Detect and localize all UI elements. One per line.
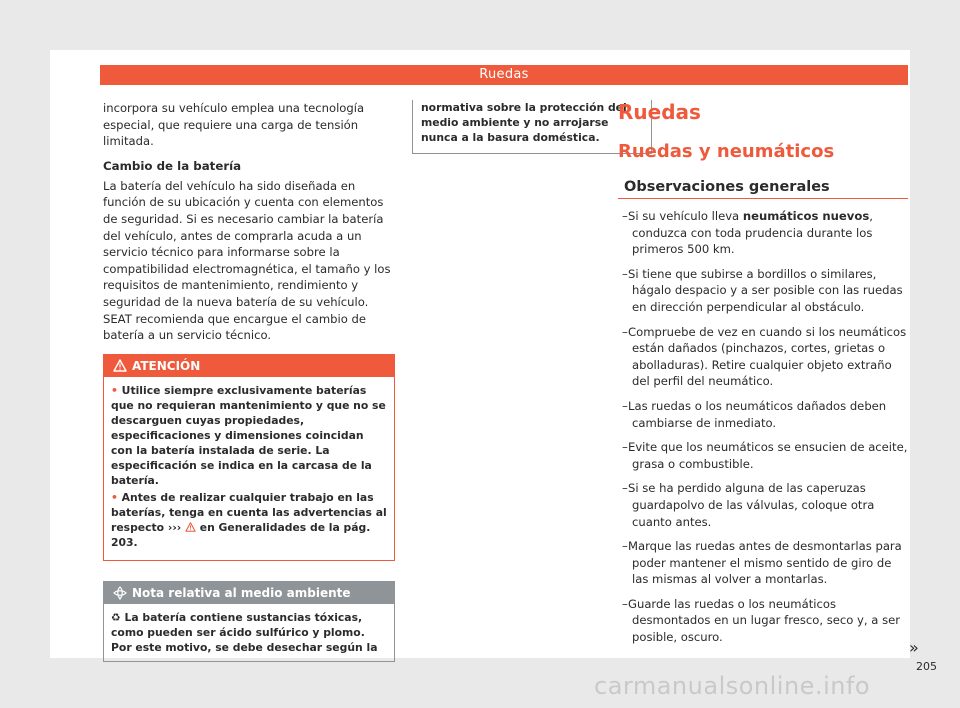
- reference-arrows: ›››: [167, 520, 182, 534]
- environment-note-header: [104, 582, 394, 604]
- dash-bullet: –: [622, 539, 628, 554]
- list-item: [618, 398, 908, 431]
- left-column: [103, 100, 393, 662]
- warning-triangle-icon: [113, 359, 127, 372]
- environment-note-text: La batería contiene sustancias tóxicas, como pueden ser ácido sulfúrico y plomo. Por este motivo, se debe desechar según la: [111, 610, 378, 654]
- chapter-title: Ruedas: [618, 100, 701, 124]
- dash-bullet: –: [622, 209, 628, 223]
- warning-header: [104, 355, 394, 377]
- list-item-text: Si tiene que subirse a bordillos o similares, hágalo despacio y a ser posible con las ruedas en dirección perpendicular al obstáculo.: [628, 266, 903, 314]
- environment-note-body: [104, 604, 394, 661]
- list-item-bold: neumáticos nuevos: [742, 209, 870, 223]
- page-header: Ruedas: [100, 65, 908, 85]
- section-title: Ruedas y neumáticos: [618, 141, 835, 162]
- dash-bullet: –: [622, 324, 628, 339]
- reference-link[interactable]: en Generalidades de la pág. 203.: [111, 520, 371, 549]
- warning-reference-icon: [185, 522, 196, 532]
- dash-bullet: –: [622, 266, 628, 281]
- warning-box: [103, 354, 395, 561]
- list-item-text: Si se ha perdido alguna de las caperuzas guardapolvo de las válvulas, coloque otra cuanto antes.: [628, 481, 875, 529]
- list-item-text: Marque las ruedas antes de desmontarlas para poder mantener el mismo sentido de giro de las mismas al volver a montarlas.: [628, 539, 902, 587]
- intro-paragraph: incorpora su vehículo emplea una tecnología especial, que requiere una carga de tensión limitada.: [103, 101, 365, 149]
- list-item: [618, 480, 908, 530]
- page-sheet: [50, 50, 937, 673]
- list-item-text: Si su vehículo lleva: [628, 209, 743, 223]
- list-item-text: Las ruedas o los neumáticos dañados deben cambiarse de inmediato.: [628, 398, 887, 430]
- list-item: [618, 439, 908, 472]
- battery-paragraph: La batería del vehículo ha sido diseñada en función de su ubicación y cuenta con elementos de seguridad. Si es necesario cambiar la batería del vehículo, antes de comprarla acuda a un servicio técnico para informarse sobre la compatibilidad electromagnética, el tamaño y los requisitos de mantenimiento, rendimiento y seguridad de la nueva batería de su vehículo. SEAT recomienda que encargue el cambio de batería a un servicio técnico.: [103, 178, 391, 343]
- page-number: 205: [916, 660, 937, 673]
- bullet-icon: •: [111, 383, 118, 397]
- general-notes-list: [618, 208, 908, 654]
- recycle-icon: ♻: [111, 610, 121, 624]
- warning-item: [111, 383, 387, 488]
- leaf-icon: [113, 586, 127, 600]
- list-item: [618, 324, 908, 390]
- warning-body: [104, 377, 394, 560]
- dash-bullet: –: [622, 596, 628, 611]
- dash-bullet: –: [622, 440, 628, 455]
- watermark: carmanualsonline.info: [594, 672, 871, 700]
- battery-heading: Cambio de la batería: [103, 158, 242, 173]
- subsection-rule: [618, 198, 908, 199]
- bullet-icon: •: [111, 490, 118, 504]
- list-item: [618, 266, 908, 316]
- list-item-text: Evite que los neumáticos se ensucien de aceite, grasa o combustible.: [628, 440, 908, 471]
- environment-note-continued: normativa sobre la protección del medio ambiente y no arrojarse nunca a la basura doméstica.: [412, 100, 652, 154]
- list-item-text: Compruebe de vez en cuando si los neumáticos están dañados (pinchazos, cortes, grietas o abolladuras). Retire cualquier objeto extraño del perfil del neumático.: [628, 324, 907, 389]
- middle-column: [412, 100, 650, 154]
- list-item: [618, 208, 908, 258]
- dash-bullet: –: [622, 481, 628, 496]
- list-item-text: Guarde las ruedas o los neumáticos desmontados en un lugar fresco, seco y, a ser posible, oscuro.: [628, 596, 901, 645]
- subsection-title: Observaciones generales: [624, 179, 830, 195]
- environment-note-title: Nota relativa al medio ambiente: [132, 585, 351, 600]
- right-column: [618, 50, 910, 658]
- dash-bullet: –: [622, 398, 628, 413]
- environment-note-box: [103, 581, 395, 662]
- warning-item: [111, 490, 387, 550]
- warning-title: ATENCIÓN: [132, 358, 201, 373]
- continued-marker: »: [909, 638, 919, 657]
- list-item-text: , conduzca con toda prudencia durante los primeros 500 km.: [632, 209, 873, 257]
- warning-item-text: Utilice siempre exclusivamente baterías que no requieran mantenimiento y que no se descarguen cuyas propiedades, especificaciones y dimensiones coincidan con la batería instalada de serie. La especificación se indica en la carcasa de la batería.: [111, 383, 386, 487]
- list-item: [618, 596, 908, 646]
- warning-item-text: Antes de realizar cualquier trabajo en las baterías, tenga en cuenta las advertencias al respecto: [111, 490, 387, 534]
- list-item: [618, 538, 908, 588]
